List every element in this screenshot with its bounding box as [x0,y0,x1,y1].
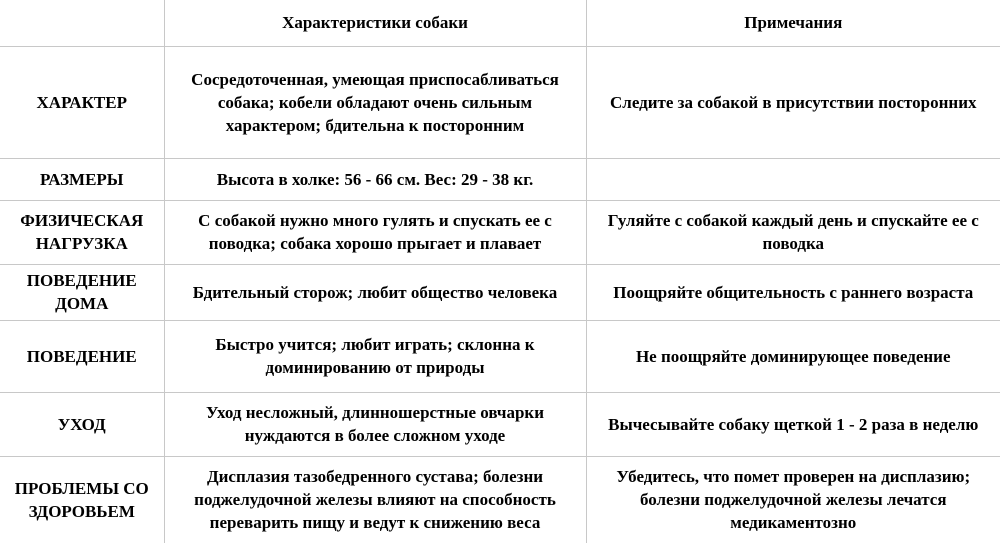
row-label-character: ХАРАКТЕР [0,46,164,158]
row-label-size: РАЗМЕРЫ [0,158,164,200]
characteristics-cell: Сосредоточенная, умеющая приспосабливаться собака; кобели обладают очень сильным характером; бдительна к посторонним [164,46,586,158]
characteristics-cell: Уход несложный, длинношерстные овчарки нуждаются в более сложном уходе [164,392,586,456]
characteristics-cell: Бдительный сторож; любит общество человека [164,264,586,320]
header-row [0,0,1000,46]
header-characteristics: Характеристики собаки [164,0,586,46]
notes-cell: Следите за собакой в присутствии посторонних [586,46,1000,158]
notes-cell [586,158,1000,200]
header-corner-cell [0,0,164,46]
characteristics-cell: Быстро учится; любит играть; склонна к доминированию от природы [164,320,586,392]
table-row [0,158,1000,200]
row-label-health: ПРОБЛЕМЫ СО ЗДОРОВЬЕМ [0,456,164,543]
notes-cell: Поощряйте общительность с раннего возраста [586,264,1000,320]
header-notes: Примечания [586,0,1000,46]
notes-cell: Не поощряйте доминирующее поведение [586,320,1000,392]
table-row [0,392,1000,456]
table-row [0,264,1000,320]
table-row [0,456,1000,543]
row-label-home-behavior: ПОВЕДЕНИЕ ДОМА [0,264,164,320]
characteristics-cell: С собакой нужно много гулять и спускать ее с поводка; собака хорошо прыгает и плавает [164,200,586,264]
row-label-exercise: ФИЗИЧЕСКАЯ НАГРУЗКА [0,200,164,264]
notes-cell: Убедитесь, что помет проверен на дисплазию; болезни поджелудочной железы лечатся медикаментозно [586,456,1000,543]
notes-cell: Гуляйте с собакой каждый день и спускайте ее с поводка [586,200,1000,264]
table-row [0,46,1000,158]
table-row [0,200,1000,264]
characteristics-cell: Высота в холке: 56 - 66 см. Вес: 29 - 38 кг. [164,158,586,200]
row-label-care: УХОД [0,392,164,456]
row-label-behavior: ПОВЕДЕНИЕ [0,320,164,392]
notes-cell: Вычесывайте собаку щеткой 1 - 2 раза в неделю [586,392,1000,456]
table-row [0,320,1000,392]
characteristics-cell: Дисплазия тазобедренного сустава; болезни поджелудочной железы влияют на способность переварить пищу и ведут к снижению веса [164,456,586,543]
